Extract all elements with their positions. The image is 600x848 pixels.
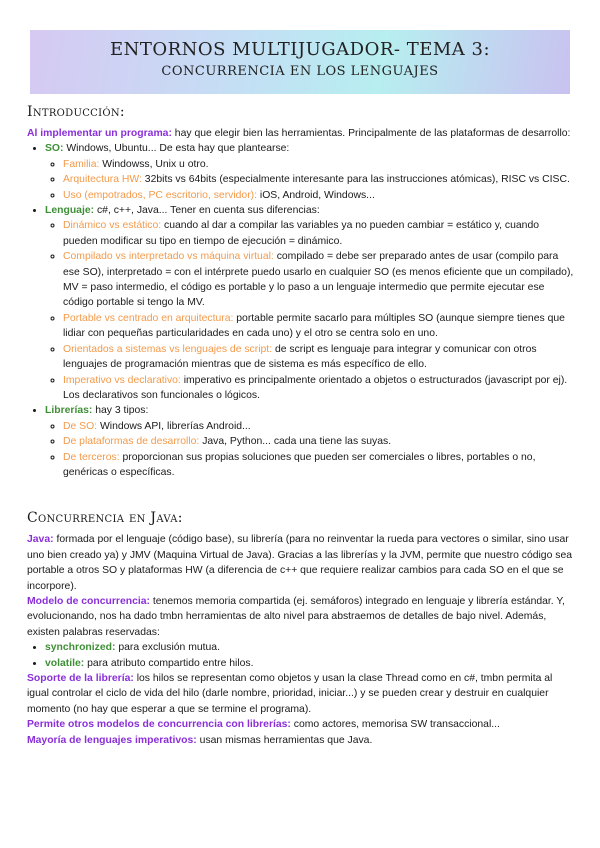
list-item [63,311,575,342]
term-text: hay 3 tipos: [92,405,149,417]
list-item [63,188,575,203]
list-item [63,157,575,172]
term-label: Modelo de concurrencia: [27,595,150,607]
reserved-words-list [27,640,575,671]
term-text: Windows, Ubuntu... De esta hay que plantearse: [63,143,290,155]
term-label: Mayoría de lenguajes imperativos: [27,734,197,746]
document-title: ENTORNOS MULTIJUGADOR- TEMA 3: [109,39,491,60]
platform-list [27,141,575,480]
term-text: hay que elegir bien las herramientas. Principalmente de las plataformas de desarrollo: [171,128,571,139]
term-text: usan mismas herramientas que Java. [196,734,373,746]
list-item [63,450,575,481]
list-item [45,656,575,671]
term-label: Arquitectura HW: [63,174,142,186]
term-text: formada por el lenguaje (código base), su librería (para no reinventar la rueda para vectores o similar, sino usar uno bien creado ya) y JMV (Maquina Virtual de Java). Gracias a las librerías y la JVM, permite que nuestro código sea portable a otros SO y plataformas HW (a diferencia de c++ que requiere realizar cambios para cada SO en el que se incorpore). [27,534,573,592]
term-label: Dinámico vs estático: [63,220,162,232]
term-label: De plataformas de desarrollo: [63,436,200,448]
term-text: Java, Python... cada una tiene las suyas. [199,436,392,448]
term-label: Java: [27,534,54,546]
intro-paragraph [27,126,575,141]
so-sublist [45,157,575,203]
term-label: Soporte de la librería: [27,673,134,684]
term-text: los hilos se representan como objetos y usan la clase Thread como en c#, tmbn permita al igual controlar el ciclo de vida del hilo (darle nombre, prioridad, iniciar...) y se pueden crear y destruir en cualquier momento (no hay que esperar a que se termine el programa). [27,673,553,715]
term-label: Portable vs centrado en arquitectura: [63,312,234,324]
term-label: Imperativo vs declarativo: [63,374,181,386]
document-body [27,104,575,748]
term-text: compilado = debe ser preparado antes de usar (compilo para ese SO), interpretado = con el intérprete puedo usarlo en cualquier SO (es menos eficiente que un compilado), MV = paso intermedio, el código es portable y lo paso a un lenguaje intermedio que permite ejecutar ese código portable si tengo la MV. [63,251,574,309]
term-text: para atributo compartido entre hilos. [84,657,254,669]
term-label: synchronized: [45,642,116,654]
title-banner [30,30,570,94]
term-text: portable permite sacarlo para múltiples SO (aunque siempre tienes que lidiar con pequeñas particularidades en cada uno) y el otro se centra solo en uno. [63,312,565,340]
term-text: Windowss, Unix u otro. [99,158,209,170]
list-item-lenguaje [45,203,575,403]
term-label: Lenguaje: [45,205,95,217]
term-text: tenemos memoria compartida (ej. semáforos) integrado en lenguaje y librería estándar. Y, evolucionando, nos ha dado tmbn herramientas de alto nivel para abstraemos de detalles de bajo nivel. Además, existen palabras reservadas: [27,595,565,638]
term-text: de script es lenguaje para integrar y comunicar con otros lenguajes de programación mientras que de sistema es más específico de ello. [63,343,537,371]
section-heading-introduccion: Introducción: [27,104,125,120]
list-item [63,342,575,373]
librerias-sublist [45,419,575,481]
term-text: como actores, memorisa SW transaccional... [290,719,500,731]
term-label: volatile: [45,657,85,669]
term-text: cuando al dar a compilar las variables ya no pueden cambiar = estático y, cuando pueden modificar su tipo en tiempo de ejecución = dinámico. [63,220,540,247]
term-text: imperativo es principalmente orientado a objetos o estructurados (javascript por ej). Los declarativos son funcionales o lógicos. [63,374,568,401]
list-item [63,419,575,434]
term-label: Permite otros modelos de concurrencia con librerías: [27,719,291,731]
term-label: Familia: [63,158,100,170]
list-item [63,172,575,187]
term-text: 32bits vs 64bits (especialmente interesante para las instrucciones atómicas), RISC vs CISC. [141,174,570,186]
lenguaje-sublist [45,218,575,403]
other-models-paragraph [27,717,575,732]
term-label: De SO: [63,420,98,432]
term-label: SO: [45,143,64,155]
list-item [63,434,575,449]
list-item-librerias [45,403,575,480]
term-label: De terceros: [63,451,120,463]
term-text: para exclusión mutua. [115,642,220,654]
term-label: Uso (empotrados, PC escritorio, servidor): [63,189,258,201]
document-subtitle: CONCURRENCIA EN LOS LENGUAJES [161,64,439,79]
java-paragraph [27,532,575,594]
term-text: c#, c++, Java... Tener en cuenta sus diferencias: [94,205,320,217]
list-item [45,640,575,655]
term-label: Orientados a sistemas vs lenguajes de script: [63,343,273,355]
library-paragraph [27,671,575,717]
term-label: Librerías: [45,405,93,417]
imperative-paragraph [27,733,575,748]
list-item [63,218,575,249]
list-item [63,373,575,404]
term-text: proporcionan sus propias soluciones que pueden ser comerciales o libres, portables o no, genéricas o específicas. [63,451,536,478]
term-label: Compilado vs interpretado vs máquina virtual: [63,251,274,263]
term-text: Windows API, librerías Android... [97,420,251,432]
term-label: Al implementar un programa: [27,128,172,139]
section-heading-concurrencia-java: Concurrencia en Java: [27,510,183,527]
list-item [63,249,575,311]
list-item-so [45,141,575,203]
term-text: iOS, Android, Windows... [257,189,375,201]
model-paragraph [27,594,575,640]
